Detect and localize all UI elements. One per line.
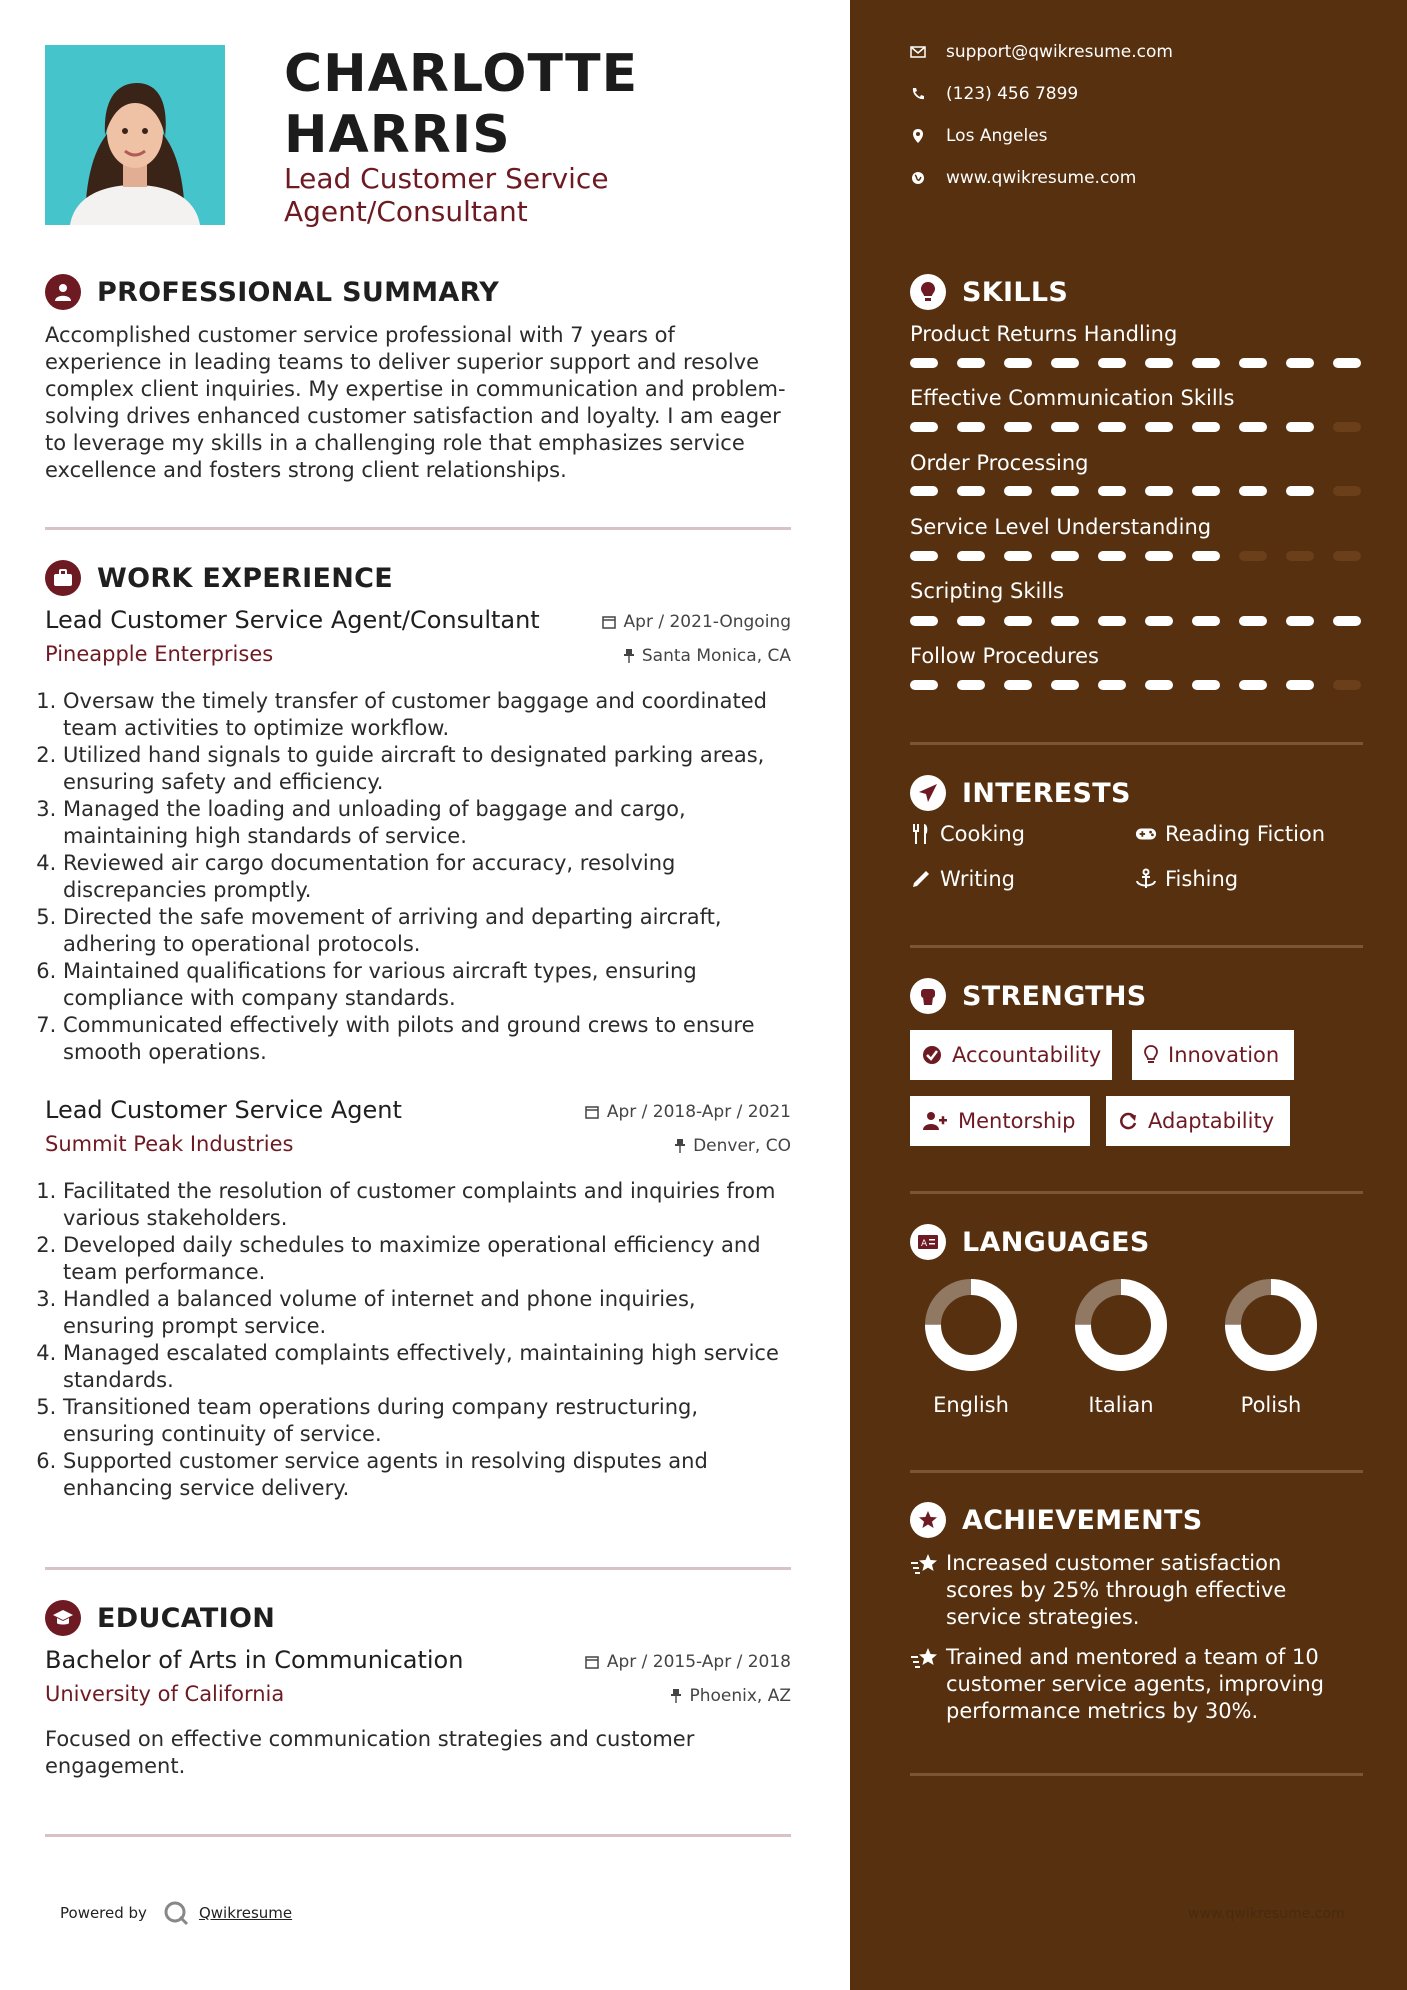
gamepad-icon xyxy=(1135,827,1157,841)
divider xyxy=(45,1567,791,1570)
skill-dash-filled xyxy=(1239,680,1267,690)
interest-label: Cooking xyxy=(940,822,1025,846)
divider xyxy=(910,1773,1363,1776)
skill-dash-filled xyxy=(957,422,985,432)
skill-dash-filled xyxy=(1098,551,1126,561)
skill-dash-filled xyxy=(1004,616,1032,626)
divider xyxy=(910,742,1363,745)
job-entry xyxy=(45,1096,791,1502)
star-icon xyxy=(910,1550,946,1631)
skill-dash-filled xyxy=(1286,486,1314,496)
skill-dash-filled xyxy=(957,616,985,626)
skill-dash-filled xyxy=(1051,680,1079,690)
skills-title: SKILLS xyxy=(962,276,1069,308)
utensils-icon xyxy=(910,823,932,845)
language-label: English xyxy=(933,1393,1009,1417)
briefcase-icon xyxy=(45,560,81,596)
education-location xyxy=(671,1686,791,1706)
list-item: 1. Oversaw the timely transfer of customer baggage and coordinated team activities to optimize workflow. xyxy=(63,688,791,742)
interest-label: Fishing xyxy=(1165,867,1239,891)
envelope-icon xyxy=(910,46,926,58)
language-icon xyxy=(910,1224,946,1260)
skill-dash-filled xyxy=(1145,680,1173,690)
svg-text:A: A xyxy=(921,1239,928,1249)
calendar-icon xyxy=(602,615,616,629)
skill-dash-filled xyxy=(1145,551,1173,561)
interest-item xyxy=(1135,822,1325,846)
strength-badge xyxy=(910,1096,1090,1146)
work-title: WORK EXPERIENCE xyxy=(97,562,393,594)
contact-website[interactable] xyxy=(910,168,1136,188)
skill-dash-filled xyxy=(1333,616,1361,626)
skill-dash-filled xyxy=(1098,616,1126,626)
skill-dash-empty xyxy=(1333,422,1361,432)
skill-dash-empty xyxy=(1333,551,1361,561)
divider xyxy=(910,1470,1363,1473)
list-item: 6. Maintained qualifications for various aircraft types, ensuring compliance with company standards. xyxy=(63,958,791,1012)
map-marker-icon xyxy=(910,128,926,144)
education-date xyxy=(585,1652,791,1672)
list-item: 2. Utilized hand signals to guide aircraft to designated parking areas, ensuring safety and efficiency. xyxy=(63,742,791,796)
education-heading xyxy=(45,1598,275,1638)
strengths-title: STRENGTHS xyxy=(962,980,1147,1012)
pin-icon xyxy=(671,1689,681,1703)
skill-dash-filled xyxy=(1098,358,1126,368)
skill-dash-empty xyxy=(1333,486,1361,496)
skill-dash-filled xyxy=(1051,551,1079,561)
calendar-icon xyxy=(585,1655,599,1669)
pencil-icon xyxy=(910,869,932,889)
work-heading xyxy=(45,558,393,598)
achievement-item xyxy=(910,1644,1350,1725)
skill-dash-filled xyxy=(1004,422,1032,432)
skill-dash-filled xyxy=(1098,486,1126,496)
language-ring xyxy=(1071,1275,1171,1375)
achievement-text: Trained and mentored a team of 10 customer service agents, improving performance metrics by 30%. xyxy=(946,1645,1324,1723)
list-item: 5. Directed the safe movement of arriving and departing aircraft, adhering to operational protocols. xyxy=(63,904,791,958)
skill-dash-filled xyxy=(1004,486,1032,496)
phone-icon xyxy=(910,87,926,101)
job-location-text: Denver, CO xyxy=(693,1136,791,1156)
anchor-icon xyxy=(1135,868,1157,890)
list-item: 7. Communicated effectively with pilots and ground crews to ensure smooth operations. xyxy=(63,1012,791,1066)
user-plus-icon xyxy=(922,1111,948,1131)
skill-dash-filled xyxy=(1051,358,1079,368)
strength-badge xyxy=(1132,1030,1294,1080)
user-icon xyxy=(45,274,81,310)
skill-dash-filled xyxy=(1004,551,1032,561)
job-company: Summit Peak Industries xyxy=(45,1132,294,1156)
languages-heading xyxy=(910,1222,1150,1262)
skill-dash-filled xyxy=(1239,422,1267,432)
education-title: EDUCATION xyxy=(97,1602,276,1634)
skill-dash-filled xyxy=(1286,422,1314,432)
achievement-item xyxy=(910,1550,1350,1631)
divider xyxy=(45,1834,791,1837)
interest-item xyxy=(910,867,1015,891)
skill-dash-filled xyxy=(910,680,938,690)
job-entry xyxy=(45,606,791,1066)
job-location-text: Santa Monica, CA xyxy=(641,646,791,666)
globe-icon xyxy=(910,171,926,185)
skill-rating xyxy=(910,680,1364,690)
job-company: Pineapple Enterprises xyxy=(45,642,274,666)
qwikresume-link[interactable]: Qwikresume xyxy=(198,1904,293,1922)
education-location-text: Phoenix, AZ xyxy=(689,1686,791,1706)
job-bullets xyxy=(39,688,791,1066)
skill-dash-filled xyxy=(1145,616,1173,626)
powered-by xyxy=(60,1900,292,1926)
skill-dash-filled xyxy=(1239,616,1267,626)
skill-dash-filled xyxy=(1239,486,1267,496)
star-badge-icon xyxy=(910,1502,946,1538)
list-item: 2. Developed daily schedules to maximize operational efficiency and team performance. xyxy=(63,1232,791,1286)
education-entry xyxy=(45,1646,791,1780)
list-item: 6. Supported customer service agents in resolving disputes and enhancing service delivery. xyxy=(63,1448,791,1502)
candidate-title: Lead Customer Service Agent/Consultant xyxy=(284,162,609,228)
skill-dash-empty xyxy=(1239,551,1267,561)
achievements-title: ACHIEVEMENTS xyxy=(962,1504,1203,1536)
skill-dash-filled xyxy=(1098,680,1126,690)
skill-rating xyxy=(910,551,1364,561)
fist-icon xyxy=(910,978,946,1014)
language-item xyxy=(1211,1275,1331,1417)
job-date xyxy=(602,612,791,632)
summary-title: PROFESSIONAL SUMMARY xyxy=(97,276,500,308)
job-date-text: Apr / 2018-Apr / 2021 xyxy=(606,1102,791,1122)
contact-location-text: Los Angeles xyxy=(946,126,1048,146)
list-item: 4. Reviewed air cargo documentation for accuracy, resolving discrepancies promptly. xyxy=(63,850,791,904)
skill-dash-filled xyxy=(1004,680,1032,690)
job-date xyxy=(585,1102,791,1122)
skill-dash-filled xyxy=(1192,680,1220,690)
skill-label: Scripting Skills xyxy=(910,579,1064,603)
skill-dash-filled xyxy=(910,616,938,626)
languages-title: LANGUAGES xyxy=(962,1226,1150,1258)
pin-icon xyxy=(675,1139,685,1153)
skill-rating xyxy=(910,616,1364,626)
skill-dash-filled xyxy=(910,551,938,561)
skill-dash-filled xyxy=(1192,422,1220,432)
interest-label: Writing xyxy=(940,867,1015,891)
contact-email-text: support@qwikresume.com xyxy=(946,42,1173,62)
refresh-icon xyxy=(1118,1111,1138,1131)
interest-label: Reading Fiction xyxy=(1165,822,1326,846)
skill-dash-filled xyxy=(1192,486,1220,496)
interest-item xyxy=(910,822,1025,846)
skill-dash-empty xyxy=(1286,551,1314,561)
strength-label: Adaptability xyxy=(1148,1109,1275,1133)
skill-dash-filled xyxy=(1286,680,1314,690)
job-location xyxy=(624,646,791,666)
skill-dash-filled xyxy=(1004,358,1032,368)
interests-title: INTERESTS xyxy=(962,777,1131,809)
contact-phone[interactable] xyxy=(910,84,1078,104)
summary-heading xyxy=(45,272,499,312)
skill-dash-filled xyxy=(1051,486,1079,496)
job-date-text: Apr / 2021-Ongoing xyxy=(623,612,791,632)
strengths-heading xyxy=(910,976,1147,1016)
strength-badge xyxy=(1106,1096,1290,1146)
interests-heading xyxy=(910,773,1131,813)
job-bullets xyxy=(39,1178,791,1502)
skill-dash-filled xyxy=(1051,422,1079,432)
interest-item xyxy=(1135,867,1238,891)
strength-label: Mentorship xyxy=(958,1109,1076,1133)
contact-website-text: www.qwikresume.com xyxy=(946,168,1137,188)
divider xyxy=(910,1191,1363,1194)
summary-text: Accomplished customer service professional with 7 years of experience in leading teams to deliver superior support and resolve complex client inquiries. My expertise in communication and problem-solving drives enhanced customer satisfaction and loyalty. I am eager to leverage my skills in a challenging role that emphasizes service excellence and fosters strong client relationships. xyxy=(45,323,786,482)
contact-phone-text: (123) 456 7899 xyxy=(946,84,1079,104)
footer-website: www.qwikresume.com xyxy=(1188,1906,1345,1922)
skill-dash-filled xyxy=(1286,616,1314,626)
education-date-text: Apr / 2015-Apr / 2018 xyxy=(606,1652,791,1672)
list-item: 4. Managed escalated complaints effectively, maintaining high service standards. xyxy=(63,1340,791,1394)
language-label: Italian xyxy=(1088,1393,1154,1417)
qwikresume-logo-icon xyxy=(163,1900,189,1926)
job-title: Lead Customer Service Agent/Consultant xyxy=(45,606,540,634)
skill-dash-filled xyxy=(1286,358,1314,368)
strength-label: Accountability xyxy=(952,1043,1102,1067)
language-item xyxy=(1061,1275,1181,1417)
achievements-heading xyxy=(910,1500,1203,1540)
language-item xyxy=(911,1275,1031,1417)
divider xyxy=(45,527,791,530)
skill-dash-filled xyxy=(1192,551,1220,561)
contact-location xyxy=(910,126,1048,146)
language-ring xyxy=(1221,1275,1321,1375)
graduation-cap-icon xyxy=(45,1600,81,1636)
star-icon xyxy=(910,1644,946,1725)
contact-email[interactable] xyxy=(910,42,1173,62)
lightbulb-icon xyxy=(1144,1045,1158,1065)
skill-dash-filled xyxy=(957,486,985,496)
job-location xyxy=(675,1136,791,1156)
skill-label: Service Level Understanding xyxy=(910,515,1212,539)
skill-dash-filled xyxy=(1145,358,1173,368)
candidate-name: CHARLOTTE HARRIS xyxy=(284,44,639,165)
paper-plane-icon xyxy=(910,775,946,811)
skill-dash-filled xyxy=(1051,616,1079,626)
skill-label: Order Processing xyxy=(910,451,1089,475)
strength-label: Innovation xyxy=(1168,1043,1280,1067)
calendar-icon xyxy=(585,1105,599,1119)
skill-dash-filled xyxy=(1145,486,1173,496)
language-label: Polish xyxy=(1240,1393,1302,1417)
skill-rating xyxy=(910,358,1364,368)
skill-dash-filled xyxy=(910,358,938,368)
skill-rating xyxy=(910,486,1364,496)
skill-dash-filled xyxy=(957,551,985,561)
divider xyxy=(910,945,1363,948)
skill-label: Product Returns Handling xyxy=(910,322,1178,346)
lightbulb-icon xyxy=(910,274,946,310)
education-description: Focused on effective communication strategies and customer engagement. xyxy=(45,1727,695,1778)
list-item: 3. Handled a balanced volume of internet and phone inquiries, ensuring prompt service. xyxy=(63,1286,791,1340)
list-item: 1. Facilitated the resolution of customer complaints and inquiries from various stakeholders. xyxy=(63,1178,791,1232)
skill-dash-filled xyxy=(1192,358,1220,368)
check-circle-icon xyxy=(922,1045,942,1065)
skill-dash-filled xyxy=(1192,616,1220,626)
list-item: 5. Transitioned team operations during company restructuring, ensuring continuity of service. xyxy=(63,1394,791,1448)
pin-icon xyxy=(624,649,634,663)
strength-badge xyxy=(910,1030,1112,1080)
language-ring xyxy=(921,1275,1021,1375)
skill-dash-filled xyxy=(1333,358,1361,368)
degree: Bachelor of Arts in Communication xyxy=(45,1646,464,1674)
skill-rating xyxy=(910,422,1364,432)
skill-label: Effective Communication Skills xyxy=(910,386,1235,410)
achievement-text: Increased customer satisfaction scores by 25% through effective service strategies. xyxy=(946,1551,1287,1629)
school: University of California xyxy=(45,1682,285,1706)
powered-by-label: Powered by xyxy=(60,1904,147,1922)
skill-label: Follow Procedures xyxy=(910,644,1099,668)
skill-dash-filled xyxy=(1145,422,1173,432)
skill-dash-filled xyxy=(1098,422,1126,432)
skill-dash-filled xyxy=(910,486,938,496)
profile-photo xyxy=(45,45,225,225)
skill-dash-filled xyxy=(910,422,938,432)
job-title: Lead Customer Service Agent xyxy=(45,1096,402,1124)
skill-dash-empty xyxy=(1333,680,1361,690)
list-item: 3. Managed the loading and unloading of baggage and cargo, maintaining high standards of service. xyxy=(63,796,791,850)
skill-dash-filled xyxy=(957,680,985,690)
skill-dash-filled xyxy=(957,358,985,368)
skill-dash-filled xyxy=(1239,358,1267,368)
skills-heading xyxy=(910,272,1068,312)
